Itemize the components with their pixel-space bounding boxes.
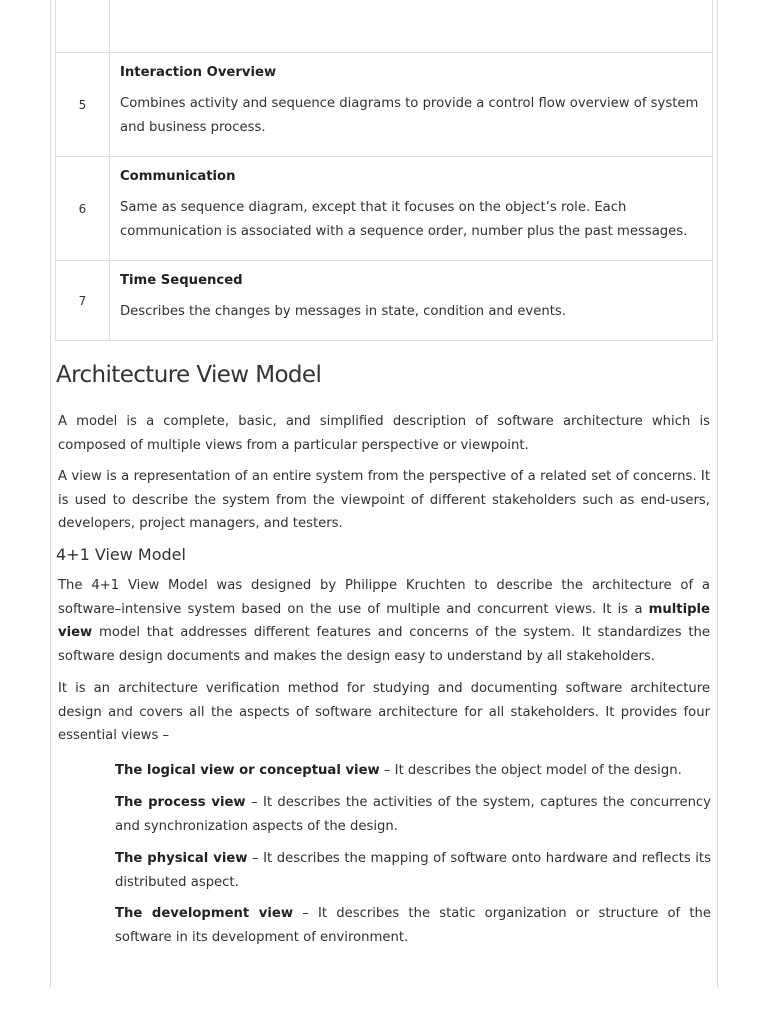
- view-item-development: [115, 902, 711, 949]
- view-name: The development view: [115, 906, 294, 921]
- row-description-cell: [110, 157, 713, 261]
- paragraph-verification-method: It is an architecture verification method for studying and documenting software architecture design and covers all the aspects of software architecture for all stakeholders. It provides four essential views –: [58, 681, 710, 743]
- row-description-cell: [110, 53, 713, 157]
- view-description: – It describes the activities of the system, captures the concurrency and synchronization aspects of the design.: [115, 795, 711, 834]
- row-title: Interaction Overview: [120, 65, 277, 80]
- view-description: – It describes the static organization or structure of the software in its development of environment.: [115, 906, 712, 945]
- table-row: [56, 157, 713, 261]
- view-description: – It describes the object model of the design.: [379, 763, 682, 778]
- paragraph-model-definition: A model is a complete, basic, and simplified description of software architecture which is composed of multiple views from a particular perspective or viewpoint.: [58, 414, 710, 453]
- view-name: The logical view or conceptual view: [115, 763, 380, 778]
- table-row: [56, 261, 713, 341]
- row-number-cell: [56, 0, 110, 53]
- table-row: [56, 53, 713, 157]
- view-name: The physical view: [115, 851, 248, 866]
- intro-bold-text: multiple view: [58, 601, 710, 640]
- view-name: The process view: [115, 795, 246, 810]
- row-number: 7: [56, 261, 110, 341]
- table-row: [56, 0, 713, 53]
- row-text: Describes the changes by messages in state, condition and events.: [120, 304, 566, 319]
- row-text: Same as sequence diagram, except that it focuses on the object’s role. Each communication is associated with a sequence order, number plus the past messages.: [120, 200, 688, 239]
- row-description-cell: [110, 261, 713, 341]
- view-item-process: [115, 791, 711, 838]
- view-description: – It describes the mapping of software onto hardware and reflects its distributed aspect.: [115, 851, 711, 890]
- row-number: 5: [56, 53, 110, 157]
- subsection-heading-4-plus-1: 4+1 View Model: [56, 545, 186, 564]
- view-item-logical: [115, 759, 711, 783]
- paragraph-view-definition: A view is a representation of an entire system from the perspective of a related set of concerns. It is used to describe the system from the viewpoint of different stakeholders such as end-users, developers, project managers, and testers.: [58, 469, 710, 531]
- row-number: 6: [56, 157, 110, 261]
- diagram-types-table: [55, 0, 713, 341]
- view-item-physical: [115, 847, 711, 894]
- paragraph-4-plus-1-intro: [58, 574, 710, 668]
- intro-text-continued: model that addresses different features and concerns of the system. It standardizes the software design documents and makes the design easy to understand by all stakeholders.: [58, 625, 710, 664]
- row-description-cell: [110, 0, 713, 53]
- row-title: Time Sequenced: [120, 273, 243, 288]
- row-title: Communication: [120, 169, 236, 184]
- intro-text: The 4+1 View Model was designed by Philippe Kruchten to describe the architecture of a software–intensive system based on the use of multiple and concurrent views. It is a: [58, 578, 710, 617]
- row-text: Combines activity and sequence diagrams to provide a control flow overview of system and business process.: [120, 96, 699, 135]
- section-heading-architecture-view-model: Architecture View Model: [56, 362, 322, 388]
